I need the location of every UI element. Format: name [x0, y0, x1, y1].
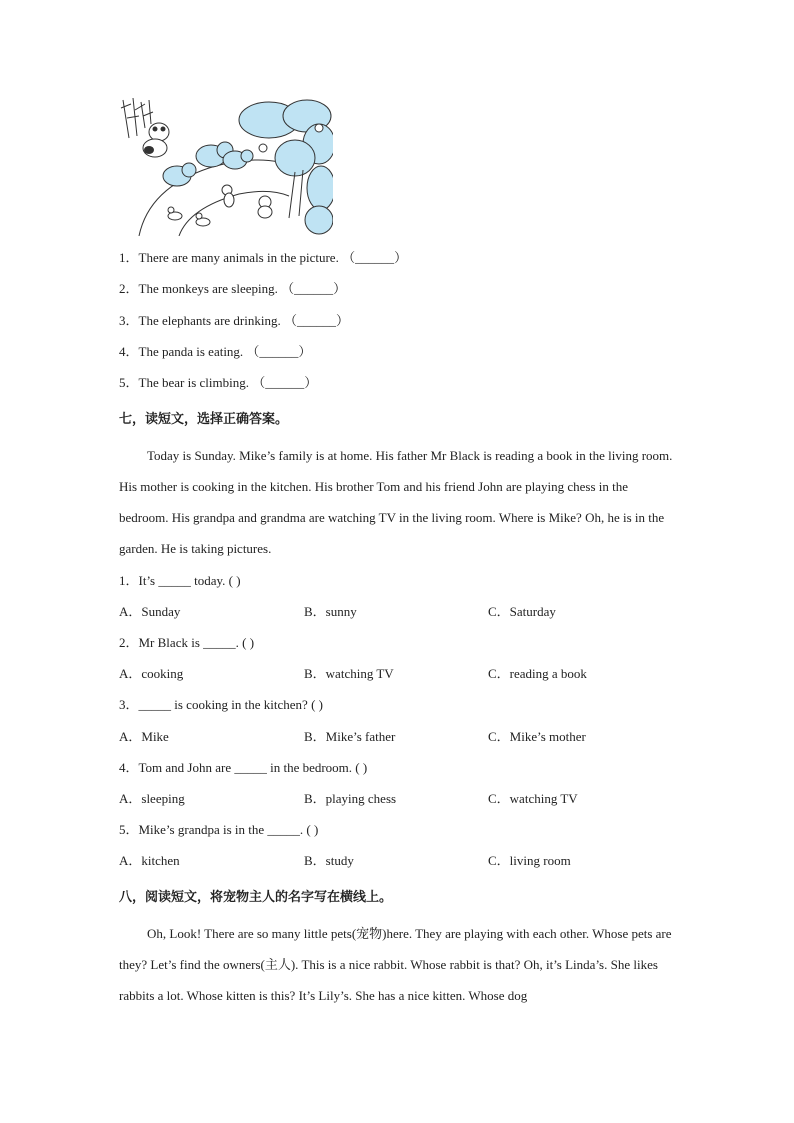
question-2-option-b: B．watching TV — [304, 666, 394, 681]
true-false-item-1: 1．There are many animals in the picture. （______） — [119, 250, 408, 265]
question-5: 5．Mike’s grandpa is in the _____. ( ) — [119, 822, 319, 837]
question-4-option-b: B．playing chess — [304, 791, 397, 806]
question-1: 1．It’s _____ today. ( ) — [119, 573, 241, 588]
section-8-passage: Oh, Look! There are so many little pets(宠物)here. They are playing with each other. Whose pets are they? Let’s find the owners(主人). This is a nice rabbit. Whose rabbit is that? Oh, it’s Linda’s. She likes rabbits a lot. Whose kitten is this? It’s Lily’s. She has a nice kitten. Whose dog — [119, 926, 672, 1003]
question-5-option-c: C．living room — [488, 853, 571, 868]
section-7-passage: Today is Sunday. Mike’s family is at home. His father Mr Black is reading a book in the living room. His mother is cooking in the kitchen. His brother Tom and his friend John are playing chess in the bedroom. His grandpa and grandma are watching TV in the living room. Where is Mike? Oh, he is in the garden. He is taking pictures. — [119, 448, 673, 556]
question-3-option-c: C．Mike’s mother — [488, 729, 586, 744]
question-3-option-a: A．Mike — [119, 729, 169, 744]
section-8-heading: 八，阅读短文，将宠物主人的名字写在横线上。 — [119, 890, 393, 905]
true-false-item-5: 5．The bear is climbing. （______） — [119, 375, 318, 390]
zoo-animals-illustration — [119, 98, 333, 236]
question-2-option-a: A．cooking — [119, 666, 184, 681]
question-1-option-a: A．Sunday — [119, 604, 181, 619]
question-3: 3．_____ is cooking in the kitchen? ( ) — [119, 697, 323, 712]
true-false-item-4: 4．The panda is eating. （______） — [119, 344, 312, 359]
question-5-option-a: A．kitchen — [119, 853, 180, 868]
question-3-option-b: B．Mike’s father — [304, 729, 396, 744]
question-4: 4．Tom and John are _____ in the bedroom. ( ) — [119, 760, 368, 775]
question-1-option-b: B．sunny — [304, 604, 357, 619]
question-2-option-c: C．reading a book — [488, 666, 587, 681]
question-2: 2．Mr Black is _____. ( ) — [119, 635, 255, 650]
question-4-option-c: C．watching TV — [488, 791, 578, 806]
question-4-option-a: A．sleeping — [119, 791, 185, 806]
section-7-heading: 七，读短文，选择正确答案。 — [119, 412, 289, 427]
question-1-option-c: C．Saturday — [488, 604, 556, 619]
true-false-item-3: 3．The elephants are drinking. （______） — [119, 313, 349, 328]
question-5-option-b: B．study — [304, 853, 354, 868]
true-false-item-2: 2．The monkeys are sleeping. （______） — [119, 281, 347, 296]
